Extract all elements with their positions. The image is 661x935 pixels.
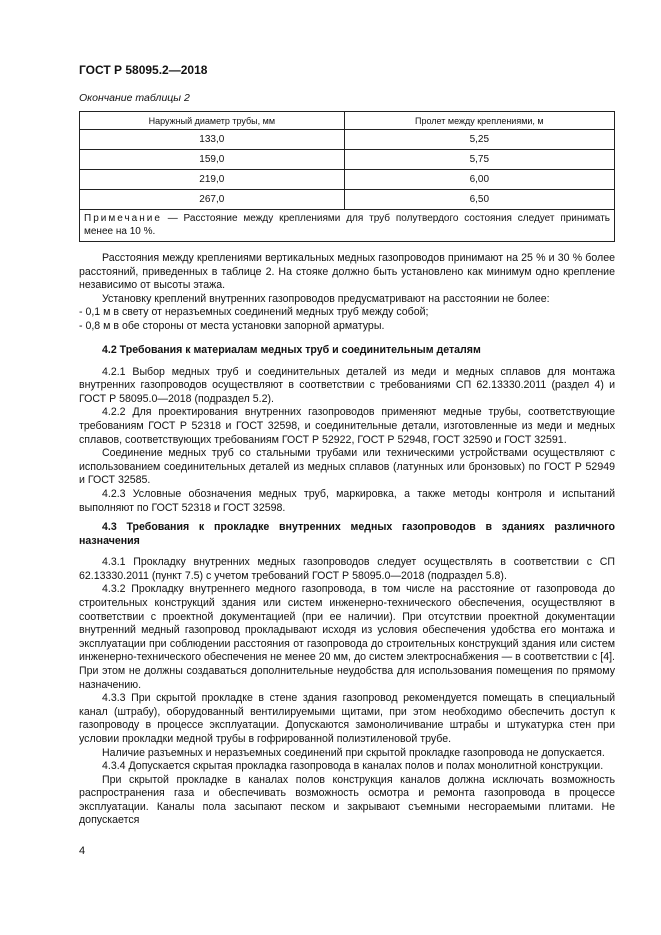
pipe-spacing-table (79, 111, 615, 242)
table-caption: Окончание таблицы 2 (79, 92, 190, 104)
table-cell: 5,75 (344, 150, 614, 170)
table-cell: 6,00 (344, 170, 614, 190)
paragraph: 4.3.3 При скрытой прокладке в стене здания газопровод рекомендуется помещать в специальный канал (штрабу), оборудованный вентилируемыми щитами, при этом необходимо обеспечить доступ к газопроводу в процессе эксплуатации. Допускаются замоноличивание штрабы и штукатурка стен при условии прокладки медной трубы в гофрированной полиэтиленовой трубе. (79, 692, 615, 745)
paragraph: Соединение медных труб со стальными трубами или техническими устройствами осуществляют с использованием соединительных деталей из медных сплавов (латунных или бронзовых) по ГОСТ Р 52949 и ГОСТ 32585. (79, 447, 615, 487)
table-cell: 219,0 (80, 170, 345, 190)
table-note-row (80, 210, 615, 242)
section-4-2 (79, 344, 615, 515)
paragraph: Расстояния между креплениями вертикальных медных газопроводов принимают на 25 % и 30 % более расстояний, приведенных в таблице 2. На стояке должно быть установлено как минимум одно крепление независимо от высоты этажа. (79, 252, 615, 292)
page-header: ГОСТ Р 58095.2—2018 (79, 63, 208, 77)
paragraph: 4.3.1 Прокладку внутренних медных газопроводов следует осуществлять в соответствии с СП 62.13330.2011 (пункт 7.5) с учетом требований ГОСТ Р 58095.0—2018 (подраздел 5.8). (79, 556, 615, 582)
table-cell: 5,25 (344, 130, 614, 150)
table-cell: 6,50 (344, 190, 614, 210)
table-note (80, 210, 615, 242)
table-header-row (80, 112, 615, 130)
list-item: - 0,1 м в свету от неразъемных соединений медных труб между собой; (79, 306, 429, 319)
page-number: 4 (79, 845, 86, 857)
table-cell: 133,0 (80, 130, 345, 150)
table-row (80, 130, 615, 150)
paragraph: Установку креплений внутренних газопроводов предусматривают на расстоянии не более: (102, 292, 550, 305)
paragraph: 4.3.4 Допускается скрытая прокладка газопровода в каналах полов и полах монолитной конструкции. (102, 760, 604, 773)
section-heading: 4.3 Требования к прокладке внутренних медных газопроводов в зданиях различного назначения (79, 521, 615, 547)
table-cell: 267,0 (80, 190, 345, 210)
list-item: - 0,8 м в обе стороны от места установки запорной арматуры. (79, 319, 385, 332)
spacing-paragraphs (79, 252, 615, 334)
column-header: Пролет между креплениями, м (344, 112, 614, 130)
section-heading: 4.2 Требования к материалам медных труб и соединительным деталям (102, 344, 481, 356)
column-header: Наружный диаметр трубы, мм (80, 112, 345, 130)
paragraph: 4.2.2 Для проектирования внутренних газопроводов применяют медные трубы, соответствующие требованиям ГОСТ Р 52318 и ГОСТ 32598, и соединительные детали, изготовленные из меди и медных сплавов, соответствующих требованиям ГОСТ Р 52922, ГОСТ Р 52948, ГОСТ 32590 и ГОСТ 32591. (79, 406, 615, 446)
table-row (80, 190, 615, 210)
table-row (80, 150, 615, 170)
note-label: Примечание (84, 213, 162, 224)
section-4-3 (79, 521, 615, 828)
paragraph: 4.3.2 Прокладку внутреннего медного газопровода, в том числе на расстояние от газопровода до строительных конструкций здания или систем инженерно-технического обеспечения, осуществляют в соответствии с проектной документацией (при ее наличии). При отсутствии проектной документации внутренний медный газопровод прокладывают исходя из условия обеспечения удобства его монтажа и эксплуатации при соблюдении расстояния от газопровода до строительных конструкций здания или систем инженерно-технического обеспечения не менее 20 мм, до систем электроснабжения — в соответствии с [4]. При этом не должны создаваться дополнительные неудобства для использования помещения по прямому назначению. (79, 583, 615, 691)
table-row (80, 170, 615, 190)
paragraph: При скрытой прокладке в каналах полов конструкция каналов должна исключать возможность распространения газа и обеспечивать возможность осмотра и ремонта газопровода в процессе эксплуатации. Каналы пола засыпают песком и закрывают съемными несгораемыми плитами. Не допускается (79, 773, 615, 827)
table-cell: 159,0 (80, 150, 345, 170)
paragraph: 4.2.3 Условные обозначения медных труб, маркировка, а также методы контроля и испытаний выполняют по ГОСТ 52318 и ГОСТ 32598. (79, 487, 615, 514)
paragraph: 4.2.1 Выбор медных труб и соединительных деталей из меди и медных сплавов для монтажа внутренних газопроводов осуществляют в соответствии с требованиями СП 62.13330.2011 (раздел 4) и ГОСТ Р 58095.0—2018 (подраздел 5.2). (79, 365, 615, 405)
note-text: — Расстояние между креплениями для труб полутвердого состояния следует принимать менее на 10 %. (84, 213, 610, 237)
paragraph: Наличие разъемных и неразъемных соединений при скрытой прокладке газопровода не допускается. (102, 746, 605, 759)
